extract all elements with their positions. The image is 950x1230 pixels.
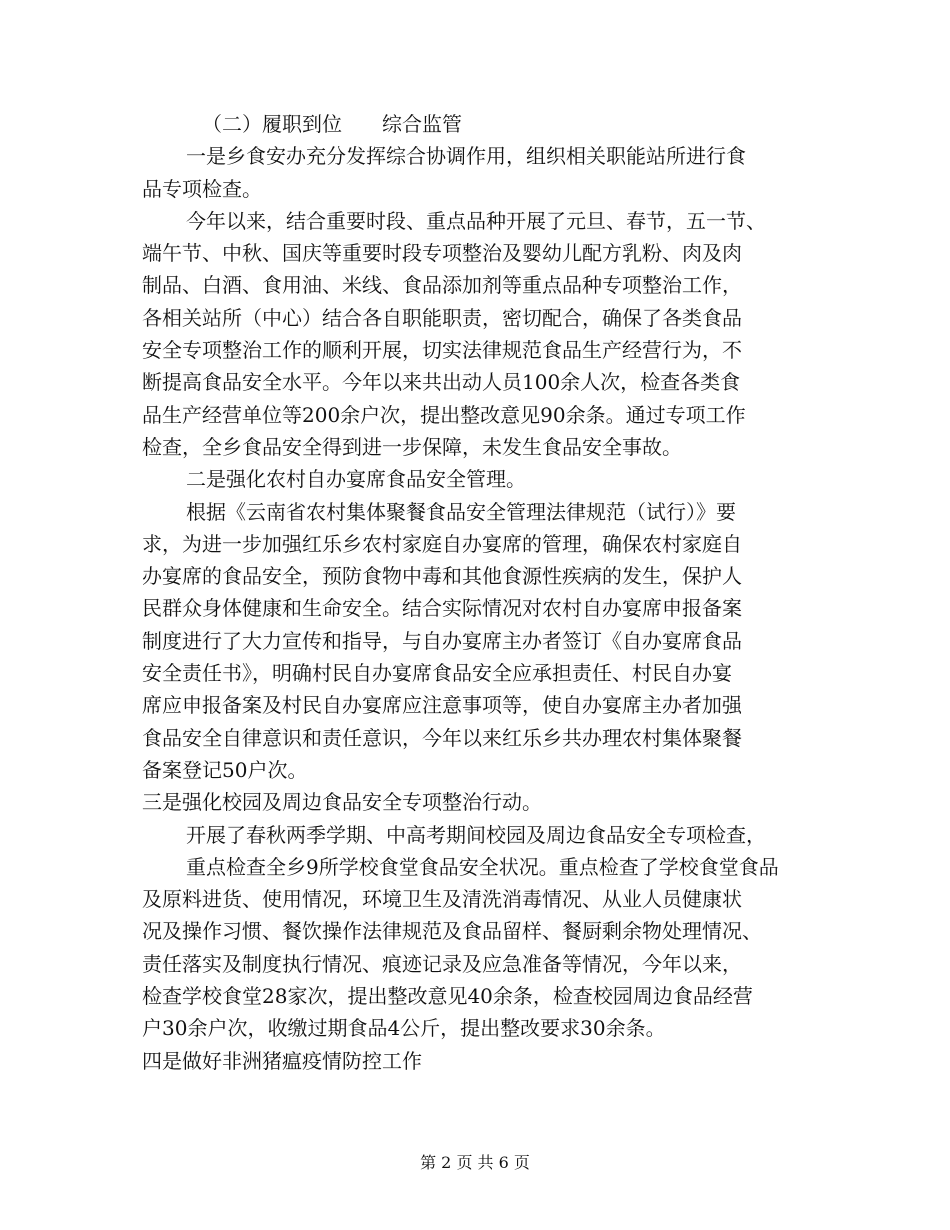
paragraph-line: 检查学校食堂28家次，提出整改意见40余条，检查校园周边食品经营	[142, 984, 753, 1009]
paragraph-line: 安全责任书》，明确村民自办宴席食品安全应承担责任、村民自办宴	[142, 661, 732, 686]
paragraph-line: 备案登记50户次。	[142, 757, 308, 782]
document-body	[142, 108, 808, 1109]
paragraph-line: 品生产经营单位等200余户次，提出整改意见90余条。通过专项工作	[142, 402, 746, 427]
paragraph-line: 端午节、中秋、国庆等重要时段专项整治及婴幼儿配方乳粉、肉及肉	[142, 241, 742, 266]
paragraph-line: 食品安全自律意识和责任意识，今年以来红乐乡共办理农村集体聚餐	[142, 725, 742, 750]
section-heading-subtitle: 综合监管	[382, 112, 462, 136]
paragraph-line: 今年以来，结合重要时段、重点品种开展了元旦、春节，五一节、	[186, 208, 766, 233]
paragraph-line: 办宴席的食品安全，预防食物中毒和其他食源性疾病的发生，保护人	[142, 564, 742, 589]
paragraph-line: 一是乡食安办充分发挥综合协调作用，组织相关职能站所进行食	[186, 144, 746, 169]
paragraph-line: 重点检查全乡9所学校食堂食品安全状况。重点检查了学校食堂食品	[186, 854, 779, 879]
paragraph-line: 求，为进一步加强红乐乡农村家庭自办宴席的管理，确保农村家庭自	[142, 531, 742, 556]
paragraph-line: 户30余户次，收缴过期食品4公斤，提出整改要求30余条。	[142, 1016, 666, 1041]
paragraph-line: 制度进行了大力宣传和指导，与自办宴席主办者签订《自办宴席食品	[142, 628, 742, 653]
paragraph-line: 品专项检查。	[142, 176, 262, 201]
paragraph-line: 况及操作习惯、餐饮操作法律规范及食品留样、餐厨剩余物处理情况、	[142, 919, 762, 944]
paragraph-line: 及原料进货、使用情况，环境卫生及清洗消毒情况、从业人员健康状	[142, 887, 742, 912]
paragraph-line: 根据《云南省农村集体聚餐食品安全管理法律规范（试行）》要	[186, 499, 736, 524]
paragraph-line: 开展了春秋两季学期、中高考期间校园及周边食品安全专项检查，	[186, 822, 766, 847]
paragraph-line: 二是强化农村自办宴席食品安全管理。	[186, 467, 526, 492]
section-heading-number-title: （二）履职到位	[202, 112, 342, 136]
paragraph-line: 责任落实及制度执行情况、痕迹记录及应急准备等情况，今年以来，	[142, 951, 742, 976]
page-footer: 第 2 页 共 6 页	[420, 1153, 530, 1172]
paragraph-line: 民群众身体健康和生命安全。结合实际情况对农村自办宴席申报备案	[142, 596, 742, 621]
paragraph-line: 各相关站所（中心）结合各自职能职责，密切配合，确保了各类食品	[142, 305, 742, 330]
paragraph-line: 三是强化校园及周边食品安全专项整治行动。	[142, 790, 542, 815]
paragraph-line: 席应申报备案及村民自办宴席应注意事项等，使自办宴席主办者加强	[142, 693, 742, 718]
paragraph-line	[142, 1077, 808, 1109]
paragraph-line: 安全专项整治工作的顺利开展，切实法律规范食品生产经营行为，不	[142, 338, 742, 363]
paragraph-line: 四是做好非洲猪瘟疫情防控工作	[142, 1048, 422, 1073]
paragraph-line: 断提高食品安全水平。今年以来共出动人员100余人次，检查各类食	[142, 370, 741, 395]
section-heading	[142, 108, 808, 140]
paragraph-line: 检查，全乡食品安全得到进一步保障，未发生食品安全事故。	[142, 434, 682, 459]
paragraph-line: 制品、白酒、食用油、米线、食品添加剂等重点品种专项整治工作，	[142, 273, 742, 298]
